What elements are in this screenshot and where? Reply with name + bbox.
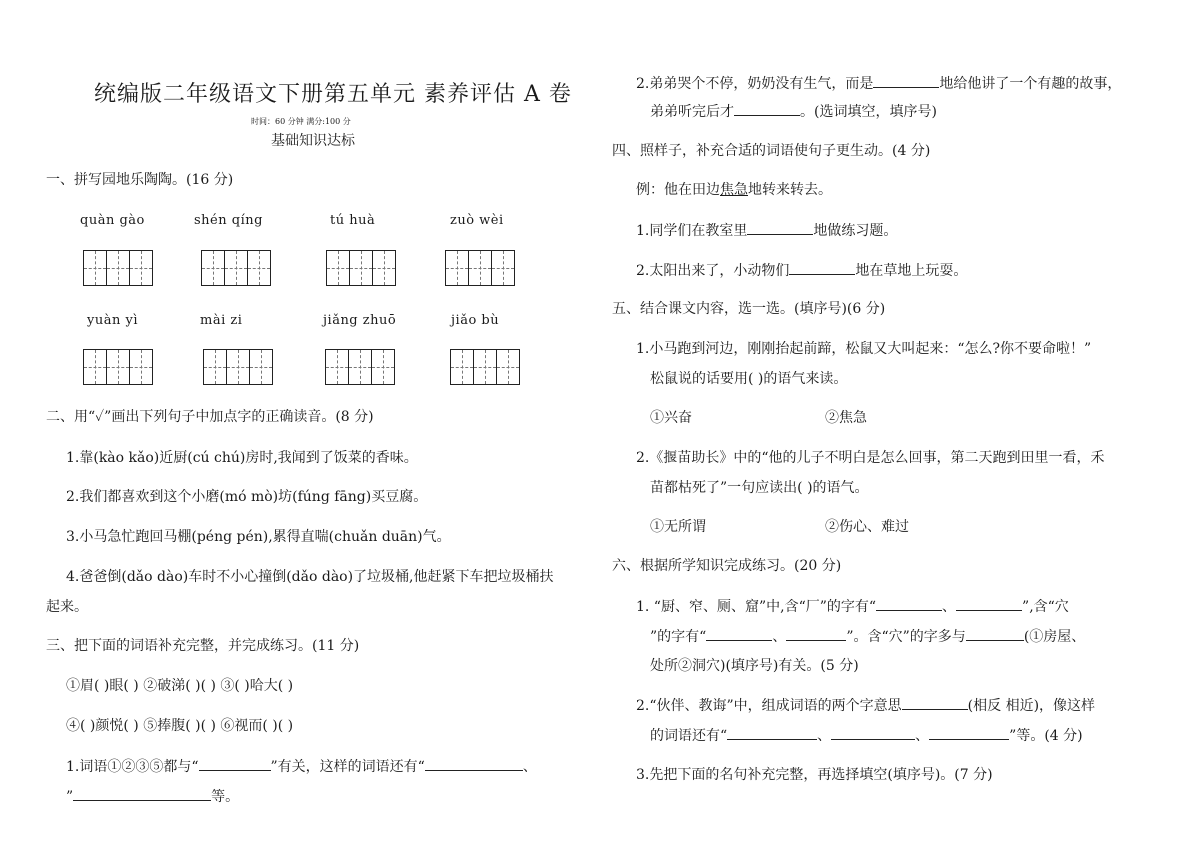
section-2-heading: 二、用“✓”画出下列句子中加点字的正确读音。(8 分) (46, 409, 374, 425)
q-part: 1.词语①②③⑤都与“ (66, 759, 199, 775)
idiom-row: ④( )颜悦( ) ⑤捧腹( )( ) ⑥视而( )( ) (66, 718, 294, 734)
question-text: 处所②洞穴)(填序号)有关。(5 分) (650, 658, 859, 674)
option-2: ②伤心、难过 (825, 519, 909, 535)
answer-blank[interactable] (199, 756, 271, 771)
writing-grid[interactable] (445, 250, 515, 286)
question-text: 4.爸爸倒(dǎo dào)车时不小心撞倒(dǎo dào)了垃圾桶,他赶紧下车把垃圾桶扶 (66, 569, 554, 585)
q-part: 2.太阳出来了，小动物们 (636, 263, 790, 279)
q-part: 地给他讲了一个有趣的故事， (939, 76, 1122, 92)
question-text: 苗都枯死了”一句应读出( )的语气。 (650, 480, 869, 496)
pinyin-label: jiǎo bù (451, 313, 500, 328)
answer-blank[interactable] (966, 626, 1024, 641)
answer-blank[interactable] (734, 101, 800, 116)
writing-grid[interactable] (83, 349, 153, 385)
option-1: ①兴奋 (650, 410, 692, 426)
writing-grid[interactable] (203, 349, 273, 385)
answer-blank[interactable] (956, 596, 1022, 611)
q-part: 、 (942, 599, 957, 615)
question-text: 起来。 (46, 599, 88, 615)
q-part: 地转来转去。 (748, 182, 832, 198)
section-subtitle: 基础知识达标 (271, 133, 355, 149)
q-part: 1. “厨、窄、厕、窟”中,含“厂”的字有“ (636, 599, 877, 615)
q-part: 、 (522, 759, 537, 775)
question-text: 松鼠说的话要用( )的语气来读。 (650, 371, 848, 387)
answer-blank[interactable] (73, 786, 211, 801)
q-part: 2.“伙伴、教诲”中，组成词语的两个字意思 (636, 698, 902, 714)
writing-grid[interactable] (83, 250, 153, 286)
q-part: 、 (817, 728, 832, 744)
question-text (636, 695, 1095, 716)
answer-blank[interactable] (902, 695, 968, 710)
q-part: 、 (915, 728, 930, 744)
q-part: 的词语还有“ (650, 728, 728, 744)
q-part: ”。含“穴”的字多与 (846, 629, 966, 645)
q-part: (①房屋、 (1023, 629, 1086, 645)
question-text (66, 786, 239, 807)
writing-grid[interactable] (326, 250, 396, 286)
section-3-heading: 三、把下面的词语补充完整，并完成练习。(11 分) (46, 638, 360, 654)
question-text: 2.《揠苗助长》中的“他的儿子不明白是怎么回事，第二天跑到田里一看，禾 (636, 450, 1105, 466)
question-text: 3.先把下面的名句补充完整，再选择填空(填序号)。(7 分) (636, 767, 993, 783)
question-text (636, 260, 967, 281)
question-text: 3.小马急忙跑回马棚(péng pén),累得直喘(chuǎn duān)气。 (66, 529, 451, 545)
writing-grid[interactable] (450, 349, 520, 385)
section-6-heading: 六、根据所学知识完成练习。(20 分) (612, 558, 842, 574)
question-text (636, 596, 1069, 617)
writing-grid[interactable] (201, 250, 271, 286)
pinyin-label: jiǎng zhuō (323, 313, 397, 328)
answer-blank[interactable] (873, 73, 939, 88)
q-part: 弟弟听完后才 (650, 104, 734, 120)
q-part: ” (66, 789, 74, 805)
answer-blank[interactable] (747, 220, 813, 235)
answer-blank[interactable] (876, 596, 942, 611)
question-text (636, 73, 1121, 94)
answer-blank[interactable] (786, 626, 846, 641)
q-part: 、 (772, 629, 787, 645)
q-part: 1.同学们在教室里 (636, 223, 748, 239)
section-1-heading: 一、拼写园地乐陶陶。(16 分) (46, 172, 234, 188)
pinyin-label: quàn gào (80, 213, 145, 228)
answer-blank[interactable] (727, 725, 817, 740)
idiom-row: ①眉( )眼( ) ②破涕( )( ) ③( )哈大( ) (66, 678, 294, 694)
q-part: (相反 相近)，像这样 (967, 698, 1096, 714)
question-text (650, 725, 1083, 746)
answer-blank[interactable] (929, 725, 1009, 740)
q-part: ”,含“穴 (1022, 599, 1069, 615)
q-part: ”有关，这样的词语还有“ (270, 759, 425, 775)
question-text: 1.小马跑到河边，刚刚抬起前蹄，松鼠又大叫起来：“怎么?你不要命啦！” (636, 341, 1092, 357)
answer-blank[interactable] (831, 725, 915, 740)
question-text: 1.靠(kào kǎo)近厨(cú chú)房时,我闻到了饭菜的香味。 (66, 450, 418, 466)
q-part: 2.弟弟哭个不停，奶奶没有生气，而是 (636, 76, 874, 92)
writing-grid[interactable] (325, 349, 395, 385)
option-2: ②焦急 (825, 410, 867, 426)
q-part: ”的字有“ (650, 629, 707, 645)
answer-blank[interactable] (706, 626, 772, 641)
pinyin-label: zuò wèi (450, 213, 504, 228)
example-underlined-word: 焦急 (720, 182, 748, 198)
q-part: 地做练习题。 (813, 223, 898, 239)
pinyin-label: shén qíng (194, 213, 263, 228)
exam-meta: 时间：60 分钟 满分:100 分 (251, 117, 351, 126)
q-part: 。(选词填空，填序号) (800, 104, 937, 120)
option-1: ①无所谓 (650, 519, 706, 535)
question-text (650, 626, 1085, 647)
q-part: 地在草地上玩耍。 (855, 263, 968, 279)
answer-blank[interactable] (425, 756, 523, 771)
q-part: 例：他在田边 (636, 182, 720, 198)
pinyin-label: yuàn yì (87, 313, 138, 328)
q-part: 等。 (211, 789, 240, 805)
example-text (636, 180, 832, 200)
question-text (636, 220, 897, 241)
page-title: 统编版二年级语文下册第五单元 素养评估 A 卷 (94, 82, 572, 107)
pinyin-label: mài zi (200, 313, 243, 328)
section-5-heading: 五、结合课文内容，选一选。(填序号)(6 分) (612, 301, 886, 317)
question-text (650, 101, 937, 122)
q-part: ”等。(4 分) (1009, 728, 1083, 744)
section-4-heading: 四、照样子，补充合适的词语使句子更生动。(4 分) (612, 143, 931, 159)
question-text (66, 756, 537, 777)
answer-blank[interactable] (789, 260, 855, 275)
question-text: 2.我们都喜欢到这个小磨(mó mò)坊(fúng fāng)买豆腐。 (66, 489, 428, 505)
pinyin-label: tú huà (330, 213, 376, 228)
